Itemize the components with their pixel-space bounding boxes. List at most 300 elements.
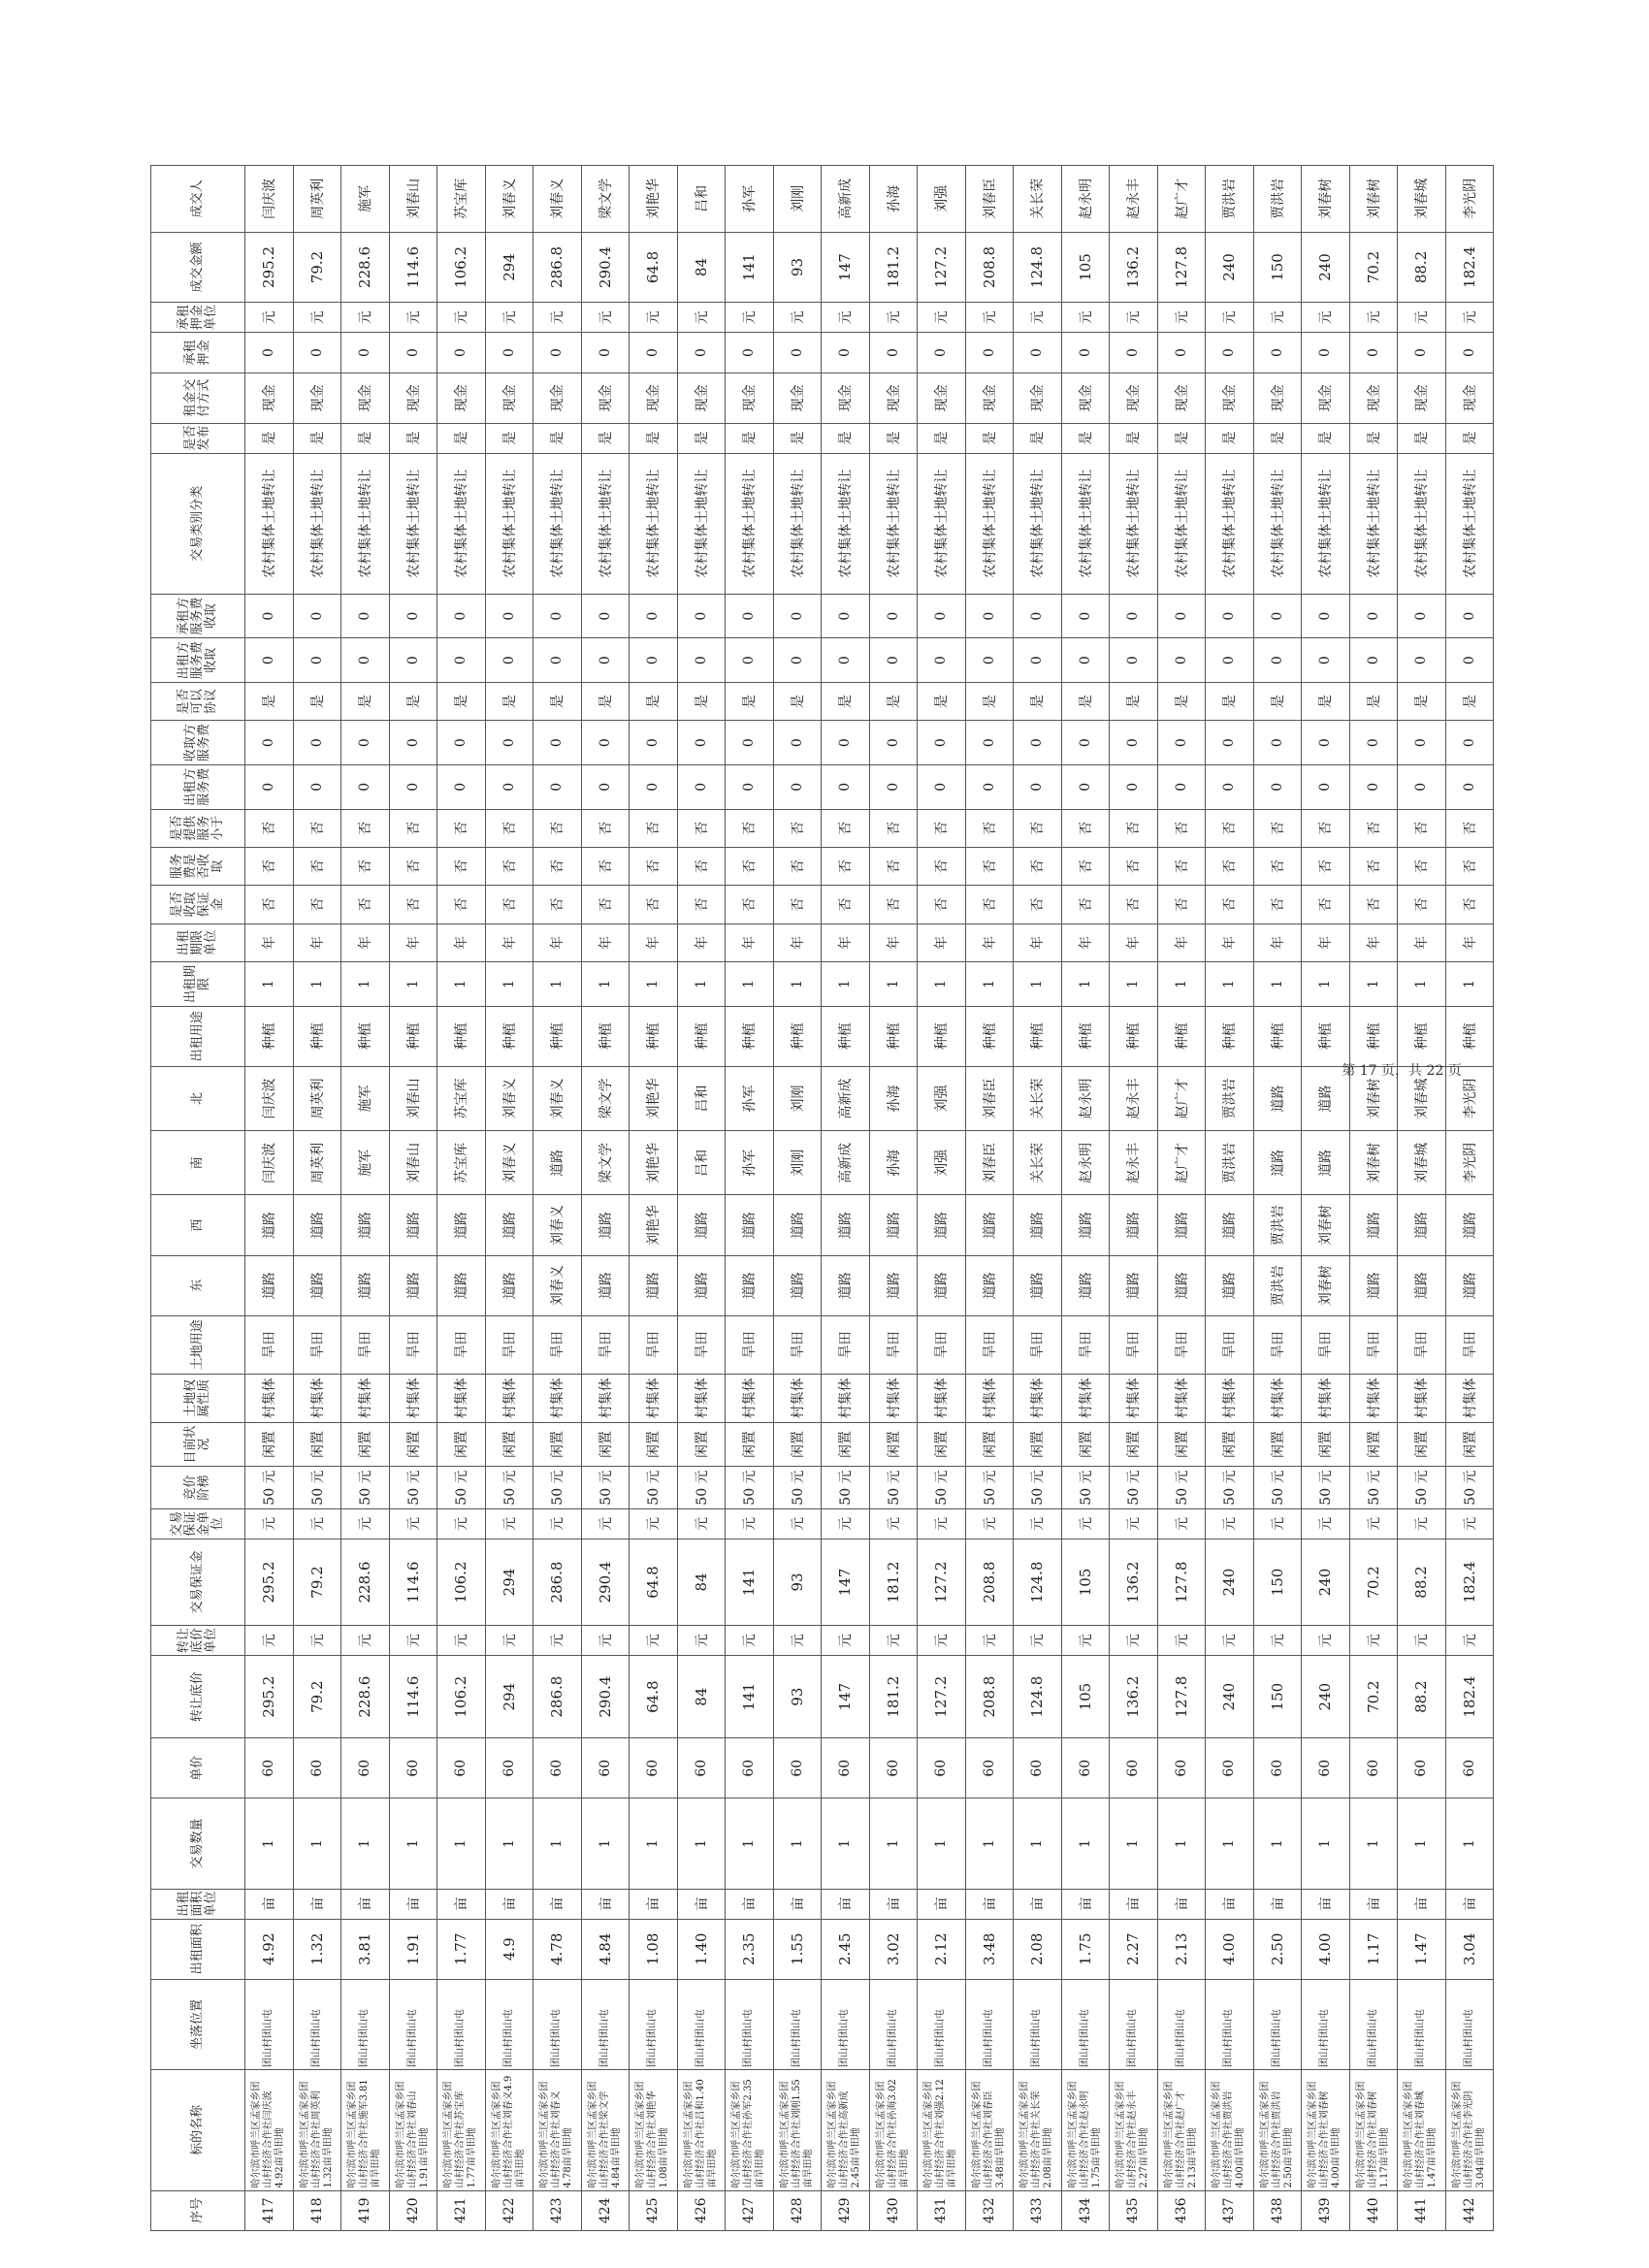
cell-yuan: 元 <box>581 1508 630 1539</box>
cell-yuan: 元 <box>822 1508 870 1539</box>
cell-no: 否 <box>1110 847 1158 885</box>
cell-purpose: 种植 <box>1014 1006 1062 1066</box>
cell-yes: 是 <box>245 682 294 720</box>
cell-zero: 0 <box>485 594 534 638</box>
cell-s: 刘刚 <box>773 1131 822 1195</box>
cell-zero: 0 <box>485 333 534 373</box>
cell-term_unit: 年 <box>1206 923 1254 961</box>
column-header: 成交金额 <box>151 232 245 303</box>
cell-yes: 是 <box>1445 423 1494 453</box>
cell-yes: 是 <box>822 423 870 453</box>
cell-s: 闫庆波 <box>245 1131 294 1195</box>
cell-amount: 150 <box>1253 232 1302 303</box>
cell-term: 1 <box>1061 962 1110 1007</box>
cell-yuan: 元 <box>1398 1508 1446 1539</box>
cell-status: 闲置 <box>1445 1422 1494 1467</box>
cell-w: 道路 <box>1157 1195 1206 1255</box>
cell-no: 否 <box>773 847 822 885</box>
cell-buyer: 刘春树 <box>1302 166 1350 233</box>
cell-w: 道路 <box>1061 1195 1110 1255</box>
cell-price: 60 <box>534 1738 582 1798</box>
cell-unit_mu: 亩 <box>1110 1889 1158 1919</box>
cell-no: 426 <box>677 2190 726 2230</box>
cell-amount: 127.8 <box>1157 232 1206 303</box>
cell-zero: 0 <box>293 764 341 809</box>
cell-base: 150 <box>1253 1656 1302 1738</box>
cell-status: 闲置 <box>245 1422 294 1467</box>
cell-pay: 现金 <box>293 373 341 423</box>
cell-no: 否 <box>918 809 966 847</box>
cell-no: 否 <box>1157 809 1206 847</box>
cell-zero: 0 <box>245 333 294 373</box>
cell-yes: 是 <box>1349 682 1398 720</box>
cell-e: 道路 <box>1014 1255 1062 1315</box>
cell-w: 道路 <box>726 1195 774 1255</box>
table-row <box>245 166 294 2231</box>
cell-status: 闲置 <box>437 1422 486 1467</box>
cell-area: 1.77 <box>437 1919 486 1979</box>
cell-status: 闲置 <box>389 1422 437 1467</box>
cell-zero: 0 <box>389 721 437 765</box>
cell-yuan: 元 <box>1206 1626 1254 1656</box>
cell-zero: 0 <box>773 638 822 683</box>
cell-zero: 0 <box>1157 638 1206 683</box>
table-row <box>1014 166 1062 2231</box>
cell-pay: 现金 <box>630 373 678 423</box>
cell-yes: 是 <box>726 423 774 453</box>
cell-price: 60 <box>677 1738 726 1798</box>
cell-term_unit: 年 <box>1110 923 1158 961</box>
cell-term_unit: 年 <box>1014 923 1062 961</box>
cell-yuan: 元 <box>726 1626 774 1656</box>
cell-use: 旱田 <box>822 1315 870 1374</box>
cell-amount: 124.8 <box>1014 232 1062 303</box>
cell-location: 团山村团山屯 <box>341 1979 390 2069</box>
cell-s: 刘春臣 <box>965 1131 1014 1195</box>
cell-yes: 是 <box>869 682 918 720</box>
cell-status: 闲置 <box>534 1422 582 1467</box>
cell-s: 吕和 <box>677 1131 726 1195</box>
cell-name: 哈尔滨市呼兰区孟家乡团山村经济合作社刘春臣3.48亩旱田地 <box>965 2070 1014 2190</box>
cell-zero: 0 <box>1445 721 1494 765</box>
cell-unit_mu: 亩 <box>1014 1889 1062 1919</box>
cell-cat: 农村集体土地转让 <box>581 453 630 594</box>
table-row <box>918 166 966 2231</box>
table-row <box>1253 166 1302 2231</box>
cell-zero: 0 <box>726 594 774 638</box>
cell-pay: 现金 <box>437 373 486 423</box>
cell-term_unit: 年 <box>1253 923 1302 961</box>
cell-yuan: 元 <box>726 1508 774 1539</box>
cell-zero: 0 <box>1014 721 1062 765</box>
cell-status: 闲置 <box>1349 1422 1398 1467</box>
cell-ownership: 村集体 <box>1253 1374 1302 1422</box>
cell-zero: 0 <box>1349 721 1398 765</box>
cell-qty: 1 <box>677 1798 726 1889</box>
cell-base: 88.2 <box>1398 1656 1446 1738</box>
cell-status: 闲置 <box>1398 1422 1446 1467</box>
cell-term_unit: 年 <box>341 923 390 961</box>
cell-no: 否 <box>389 847 437 885</box>
cell-no: 否 <box>341 847 390 885</box>
cell-n: 李光阴 <box>1445 1066 1494 1130</box>
cell-yuan: 元 <box>1014 303 1062 333</box>
cell-s: 刘春义 <box>485 1131 534 1195</box>
cell-name: 哈尔滨市呼兰区孟家乡团山村经济合作社周英利1.32亩旱田地 <box>293 2070 341 2190</box>
cell-zero: 0 <box>1110 594 1158 638</box>
cell-no: 否 <box>1061 847 1110 885</box>
cell-use: 旱田 <box>389 1315 437 1374</box>
cell-yuan: 元 <box>918 1508 966 1539</box>
cell-zero: 0 <box>485 721 534 765</box>
cell-deposit: 70.2 <box>1349 1539 1398 1625</box>
cell-e: 道路 <box>1110 1255 1158 1315</box>
cell-qty: 1 <box>1445 1798 1494 1889</box>
cell-unit_mu: 亩 <box>485 1889 534 1919</box>
column-header: 出租期限单位 <box>151 923 245 961</box>
cell-name: 哈尔滨市呼兰区孟家乡团山村经济合作社刘春山1.91亩旱田地 <box>389 2070 437 2190</box>
cell-zero: 0 <box>1157 764 1206 809</box>
cell-zero: 0 <box>1302 721 1350 765</box>
cell-no: 否 <box>726 847 774 885</box>
cell-yes: 是 <box>918 423 966 453</box>
cell-purpose: 种植 <box>1398 1006 1446 1066</box>
cell-zero: 0 <box>437 333 486 373</box>
cell-e: 道路 <box>630 1255 678 1315</box>
cell-w: 道路 <box>1206 1195 1254 1255</box>
cell-yes: 是 <box>293 423 341 453</box>
cell-use: 旱田 <box>1253 1315 1302 1374</box>
cell-zero: 0 <box>677 638 726 683</box>
cell-deposit: 64.8 <box>630 1539 678 1625</box>
cell-zero: 0 <box>1206 638 1254 683</box>
cell-status: 闲置 <box>341 1422 390 1467</box>
cell-price: 60 <box>869 1738 918 1798</box>
cell-name: 哈尔滨市呼兰区孟家乡团山村经济合作社苏宝库1.77亩旱田地 <box>437 2070 486 2190</box>
cell-no: 428 <box>773 2190 822 2230</box>
cell-buyer: 贾洪岩 <box>1253 166 1302 233</box>
cell-step: 50 元 <box>437 1467 486 1509</box>
cell-ownership: 村集体 <box>245 1374 294 1422</box>
cell-zero: 0 <box>245 764 294 809</box>
cell-no: 否 <box>1110 809 1158 847</box>
cell-no: 420 <box>389 2190 437 2230</box>
cell-cat: 农村集体土地转让 <box>389 453 437 594</box>
cell-use: 旱田 <box>1302 1315 1350 1374</box>
cell-no: 否 <box>1302 886 1350 923</box>
cell-no: 432 <box>965 2190 1014 2230</box>
cell-step: 50 元 <box>869 1467 918 1509</box>
cell-pay: 现金 <box>965 373 1014 423</box>
cell-unit_mu: 亩 <box>869 1889 918 1919</box>
cell-buyer: 孙海 <box>869 166 918 233</box>
cell-no: 否 <box>389 886 437 923</box>
cell-zero: 0 <box>1349 594 1398 638</box>
cell-n: 赵永丰 <box>1110 1066 1158 1130</box>
column-header: 单价 <box>151 1738 245 1798</box>
cell-no: 436 <box>1157 2190 1206 2230</box>
cell-e: 贾洪岩 <box>1253 1255 1302 1315</box>
cell-use: 旱田 <box>581 1315 630 1374</box>
cell-ownership: 村集体 <box>677 1374 726 1422</box>
cell-purpose: 种植 <box>918 1006 966 1066</box>
cell-purpose: 种植 <box>389 1006 437 1066</box>
cell-name: 哈尔滨市呼兰区孟家乡团山村经济合作社刘艳华1.08亩旱田地 <box>630 2070 678 2190</box>
cell-yuan: 元 <box>1206 1508 1254 1539</box>
cell-unit_mu: 亩 <box>1253 1889 1302 1919</box>
cell-e: 道路 <box>581 1255 630 1315</box>
cell-buyer: 贾洪岩 <box>1206 166 1254 233</box>
cell-zero: 0 <box>1061 638 1110 683</box>
cell-buyer: 刘春城 <box>1398 166 1446 233</box>
cell-zero: 0 <box>1253 638 1302 683</box>
cell-qty: 1 <box>293 1798 341 1889</box>
cell-qty: 1 <box>1398 1798 1446 1889</box>
cell-no: 否 <box>485 886 534 923</box>
cell-base: 295.2 <box>245 1656 294 1738</box>
cell-buyer: 闫庆波 <box>245 166 294 233</box>
cell-no: 否 <box>869 847 918 885</box>
table-row <box>437 166 486 2231</box>
cell-zero: 0 <box>630 764 678 809</box>
cell-yuan: 元 <box>1445 1626 1494 1656</box>
table-row <box>1110 166 1158 2231</box>
cell-pay: 现金 <box>1302 373 1350 423</box>
cell-cat: 农村集体土地转让 <box>677 453 726 594</box>
cell-status: 闲置 <box>869 1422 918 1467</box>
cell-purpose: 种植 <box>245 1006 294 1066</box>
cell-yuan: 元 <box>1349 1508 1398 1539</box>
cell-price: 60 <box>1349 1738 1398 1798</box>
cell-w: 道路 <box>965 1195 1014 1255</box>
cell-no: 否 <box>437 886 486 923</box>
cell-zero: 0 <box>726 721 774 765</box>
cell-yes: 是 <box>485 682 534 720</box>
cell-yuan: 元 <box>389 303 437 333</box>
cell-price: 60 <box>1206 1738 1254 1798</box>
cell-buyer: 刘强 <box>918 166 966 233</box>
cell-zero: 0 <box>1014 638 1062 683</box>
cell-location: 团山村团山屯 <box>581 1979 630 2069</box>
cell-no: 否 <box>485 847 534 885</box>
cell-s: 刘春山 <box>389 1131 437 1195</box>
cell-zero: 0 <box>918 638 966 683</box>
cell-amount: 240 <box>1302 232 1350 303</box>
cell-use: 旱田 <box>1206 1315 1254 1374</box>
cell-purpose: 种植 <box>1349 1006 1398 1066</box>
cell-area: 1.91 <box>389 1919 437 1979</box>
column-header: 是否可以协议 <box>151 682 245 720</box>
cell-base: 127.8 <box>1157 1656 1206 1738</box>
cell-zero: 0 <box>1014 764 1062 809</box>
cell-term: 1 <box>534 962 582 1007</box>
cell-term: 1 <box>918 962 966 1007</box>
cell-cat: 农村集体土地转让 <box>1302 453 1350 594</box>
column-header: 坐落位置 <box>151 1979 245 2069</box>
cell-deposit: 114.6 <box>389 1539 437 1625</box>
cell-zero: 0 <box>581 333 630 373</box>
cell-purpose: 种植 <box>1302 1006 1350 1066</box>
cell-pay: 现金 <box>341 373 390 423</box>
cell-yuan: 元 <box>341 1626 390 1656</box>
cell-yuan: 元 <box>1110 1508 1158 1539</box>
cell-amount: 294 <box>485 232 534 303</box>
cell-price: 60 <box>1157 1738 1206 1798</box>
cell-pay: 现金 <box>1061 373 1110 423</box>
cell-name: 哈尔滨市呼兰区孟家乡团山村经济合作社刘春树4.00亩旱田地 <box>1302 2070 1350 2190</box>
cell-cat: 农村集体土地转让 <box>1157 453 1206 594</box>
cell-qty: 1 <box>341 1798 390 1889</box>
cell-zero: 0 <box>1445 594 1494 638</box>
cell-amount: 93 <box>773 232 822 303</box>
cell-zero: 0 <box>822 333 870 373</box>
cell-s: 赵广才 <box>1157 1131 1206 1195</box>
cell-area: 3.04 <box>1445 1919 1494 1979</box>
cell-zero: 0 <box>1445 333 1494 373</box>
cell-ownership: 村集体 <box>1157 1374 1206 1422</box>
cell-zero: 0 <box>485 638 534 683</box>
cell-qty: 1 <box>630 1798 678 1889</box>
cell-zero: 0 <box>1110 638 1158 683</box>
table-row <box>1206 166 1254 2231</box>
cell-no: 否 <box>1206 809 1254 847</box>
column-header: 土地用途 <box>151 1315 245 1374</box>
cell-base: 70.2 <box>1349 1656 1398 1738</box>
cell-purpose: 种植 <box>677 1006 726 1066</box>
cell-no: 否 <box>1398 886 1446 923</box>
cell-n: 刘春义 <box>534 1066 582 1130</box>
cell-w: 刘春义 <box>534 1195 582 1255</box>
table-row <box>293 166 341 2231</box>
cell-qty: 1 <box>965 1798 1014 1889</box>
cell-zero: 0 <box>869 764 918 809</box>
cell-cat: 农村集体土地转让 <box>630 453 678 594</box>
cell-yuan: 元 <box>1445 1508 1494 1539</box>
cell-no: 否 <box>245 847 294 885</box>
cell-yuan: 元 <box>293 1508 341 1539</box>
cell-cat: 农村集体土地转让 <box>1014 453 1062 594</box>
cell-status: 闲置 <box>965 1422 1014 1467</box>
cell-deposit: 208.8 <box>965 1539 1014 1625</box>
cell-zero: 0 <box>965 333 1014 373</box>
cell-yuan: 元 <box>1157 303 1206 333</box>
cell-price: 60 <box>1302 1738 1350 1798</box>
cell-term: 1 <box>389 962 437 1007</box>
cell-no: 否 <box>677 809 726 847</box>
cell-yuan: 元 <box>389 1508 437 1539</box>
cell-no: 否 <box>1349 847 1398 885</box>
cell-use: 旱田 <box>726 1315 774 1374</box>
cell-e: 道路 <box>773 1255 822 1315</box>
cell-zero: 0 <box>773 721 822 765</box>
cell-yuan: 元 <box>1398 1626 1446 1656</box>
cell-ownership: 村集体 <box>1061 1374 1110 1422</box>
cell-location: 团山村团山屯 <box>534 1979 582 2069</box>
cell-w: 道路 <box>677 1195 726 1255</box>
cell-zero: 0 <box>1061 594 1110 638</box>
column-header: 交易数量 <box>151 1798 245 1889</box>
cell-n: 高新成 <box>822 1066 870 1130</box>
cell-buyer: 吕和 <box>677 166 726 233</box>
cell-yuan: 元 <box>534 1626 582 1656</box>
cell-yuan: 元 <box>1253 1508 1302 1539</box>
cell-location: 团山村团山屯 <box>1206 1979 1254 2069</box>
cell-no: 417 <box>245 2190 294 2230</box>
cell-term_unit: 年 <box>965 923 1014 961</box>
cell-yes: 是 <box>1398 682 1446 720</box>
cell-no: 否 <box>1398 847 1446 885</box>
cell-s: 贾洪岩 <box>1206 1131 1254 1195</box>
table-row <box>341 166 390 2231</box>
cell-e: 道路 <box>293 1255 341 1315</box>
cell-no: 否 <box>293 886 341 923</box>
cell-deposit: 127.8 <box>1157 1539 1206 1625</box>
cell-area: 1.75 <box>1061 1919 1110 1979</box>
cell-yuan: 元 <box>581 1626 630 1656</box>
column-header: 承租押金 <box>151 333 245 373</box>
cell-buyer: 苏宝库 <box>437 166 486 233</box>
cell-w: 道路 <box>1349 1195 1398 1255</box>
cell-zero: 0 <box>918 764 966 809</box>
cell-area: 4.84 <box>581 1919 630 1979</box>
cell-price: 60 <box>485 1738 534 1798</box>
cell-zero: 0 <box>677 721 726 765</box>
cell-w: 道路 <box>581 1195 630 1255</box>
cell-zero: 0 <box>1398 721 1446 765</box>
cell-yes: 是 <box>726 682 774 720</box>
cell-e: 道路 <box>485 1255 534 1315</box>
cell-zero: 0 <box>389 594 437 638</box>
cell-no: 否 <box>581 886 630 923</box>
cell-location: 团山村团山屯 <box>293 1979 341 2069</box>
cell-use: 旱田 <box>1157 1315 1206 1374</box>
cell-w: 道路 <box>389 1195 437 1255</box>
cell-area: 3.81 <box>341 1919 390 1979</box>
cell-price: 60 <box>581 1738 630 1798</box>
cell-price: 60 <box>822 1738 870 1798</box>
cell-zero: 0 <box>389 638 437 683</box>
cell-zero: 0 <box>1206 721 1254 765</box>
cell-step: 50 元 <box>1061 1467 1110 1509</box>
cell-yuan: 元 <box>485 1508 534 1539</box>
cell-area: 4.00 <box>1206 1919 1254 1979</box>
cell-ownership: 村集体 <box>1302 1374 1350 1422</box>
cell-yuan: 元 <box>1110 1626 1158 1656</box>
cell-term: 1 <box>677 962 726 1007</box>
column-header: 出租面积 <box>151 1919 245 1979</box>
cell-s: 刘春树 <box>1349 1131 1398 1195</box>
cell-zero: 0 <box>293 721 341 765</box>
cell-amount: 79.2 <box>293 232 341 303</box>
column-header: 交易保证金 <box>151 1539 245 1625</box>
cell-n: 周英利 <box>293 1066 341 1130</box>
cell-s: 苏宝库 <box>437 1131 486 1195</box>
cell-name: 哈尔滨市呼兰区孟家乡团山村经济合作社施军3.81亩旱田地 <box>341 2070 390 2190</box>
cell-yes: 是 <box>485 423 534 453</box>
cell-step: 50 元 <box>341 1467 390 1509</box>
table-row <box>677 166 726 2231</box>
cell-deposit: 79.2 <box>293 1539 341 1625</box>
cell-zero: 0 <box>869 721 918 765</box>
cell-amount: 182.4 <box>1445 232 1494 303</box>
cell-no: 否 <box>1253 847 1302 885</box>
cell-no: 否 <box>1398 809 1446 847</box>
cell-yes: 是 <box>389 682 437 720</box>
cell-no: 否 <box>1302 809 1350 847</box>
cell-e: 道路 <box>389 1255 437 1315</box>
cell-qty: 1 <box>389 1798 437 1889</box>
cell-no: 否 <box>677 847 726 885</box>
